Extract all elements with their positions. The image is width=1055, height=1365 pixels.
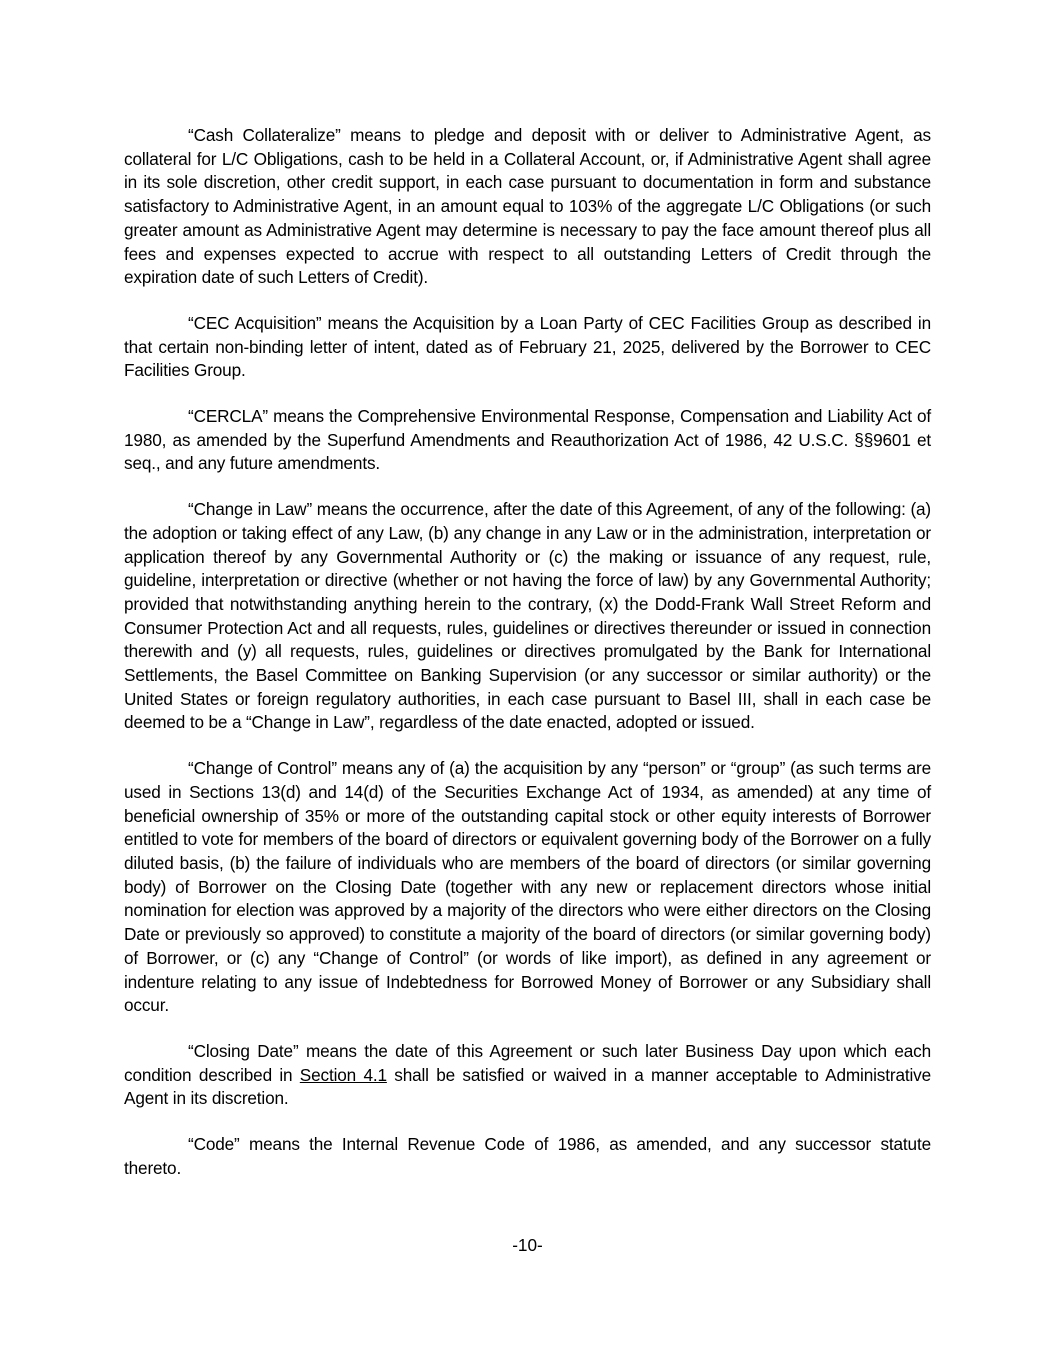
definition-change-of-control: [124, 757, 931, 1018]
page-number: -10-: [512, 1235, 543, 1255]
document-page: [124, 124, 931, 1202]
defined-term: “Cash Collateralize”: [188, 125, 341, 145]
definition-text: means the Comprehensive Environmental Response, Compensation and Liability Act of 1980, as amended by the Superfund Amendments and Reauthorization Act of 1986, 42 U.S.C. §§9601 et seq., and any future amendments.: [124, 406, 931, 474]
defined-term: “Closing Date”: [188, 1040, 299, 1061]
definition-text: means the date of this Agreement or such later Business Day upon which each condition described in: [124, 1040, 931, 1085]
definition-cash-collateralize: [124, 124, 931, 290]
defined-term: “Change in Law”: [188, 499, 313, 520]
definition-closing-date: [124, 1040, 931, 1111]
definition-text: means the Internal Revenue Code of 1986, as amended, and any successor statute thereto.: [124, 1134, 931, 1178]
defined-term: “CERCLA”: [188, 406, 268, 427]
defined-term: “CEC Acquisition”: [188, 312, 322, 333]
definition-text: shall be satisfied or waived in a manner acceptable to Administrative Agent in its discretion.: [124, 1064, 931, 1109]
definition-cercla: [124, 405, 931, 476]
defined-term: “Change of Control”: [188, 758, 337, 779]
section-cross-reference: Section 4.1: [299, 1064, 387, 1085]
definition-text: means the occurrence, after the date of this Agreement, of any of the following: (a) the adoption or taking effect of any Law, (b) any change in any Law or in the administration, interpretation or application thereof by any Governmental Authority or (c) the making or issuance of any request, rule, guideline, interpretation or directive (whether or not having the force of law) by any Governmental Authority; provided that notwithstanding anything herein to the contrary, (x) the Dodd-Frank Wall Street Reform and Consumer Protection Act and all requests, rules, guidelines or directives thereunder or issued in connection therewith and (y) all requests, rules, guidelines or directives promulgated by the Bank for International Settlements, the Basel Committee on Banking Supervision (or any successor or similar authority) or the United States or foreign regulatory authorities, in each case pursuant to Basel III, shall in each case be deemed to be a “Change in Law”, regardless of the date enacted, adopted or issued.: [124, 499, 931, 733]
definition-code: [124, 1133, 931, 1180]
definition-change-in-law: [124, 498, 931, 735]
definition-text: means the Acquisition by a Loan Party of CEC Facilities Group as described in that certain non-binding letter of intent, dated as of February 21, 2025, delivered by the Borrower to CEC Facilities Group.: [124, 312, 931, 381]
definition-text: means to pledge and deposit with or deliver to Administrative Agent, as collateral for L/C Obligations, cash to be held in a Collateral Account, or, if Administrative Agent shall agree in its sole discretion, other credit support, in each case pursuant to documentation in form and substance satisfactory to Administrative Agent, in an amount equal to 103% of the aggregate L/C Obligations (or such greater amount as Administrative Agent may determine is necessary to pay the face amount thereof plus all fees and expenses expected to accrue with respect to all outstanding Letters of Credit through the expiration date of such Letters of Credit).: [124, 125, 931, 288]
defined-term: “Code”: [188, 1134, 240, 1155]
definition-text: means any of (a) the acquisition by any “person” or “group” (as such terms are used in Sections 13(d) and 14(d) of the Securities Exchange Act of 1934, as amended) at any time of beneficial ownership of 35% or more of the outstanding capital stock or other equity interests of Borrower entitled to vote for members of the board of directors or equivalent governing body of the Borrower on a fully diluted basis, (b) the failure of individuals who are members of the board of directors (or similar governing body) of Borrower on the Closing Date (together with any new or replacement directors whose initial nomination for election was approved by a majority of the directors who were either directors on the Closing Date or previously so approved) to constitute a majority of the board of directors (or similar governing body) of Borrower, or (c) any “Change of Control” (or words of like import), as defined in any agreement or indenture relating to any issue of Indebtedness for Borrowed Money of Borrower or any Subsidiary shall occur.: [124, 758, 931, 1016]
definition-cec-acquisition: [124, 312, 931, 383]
